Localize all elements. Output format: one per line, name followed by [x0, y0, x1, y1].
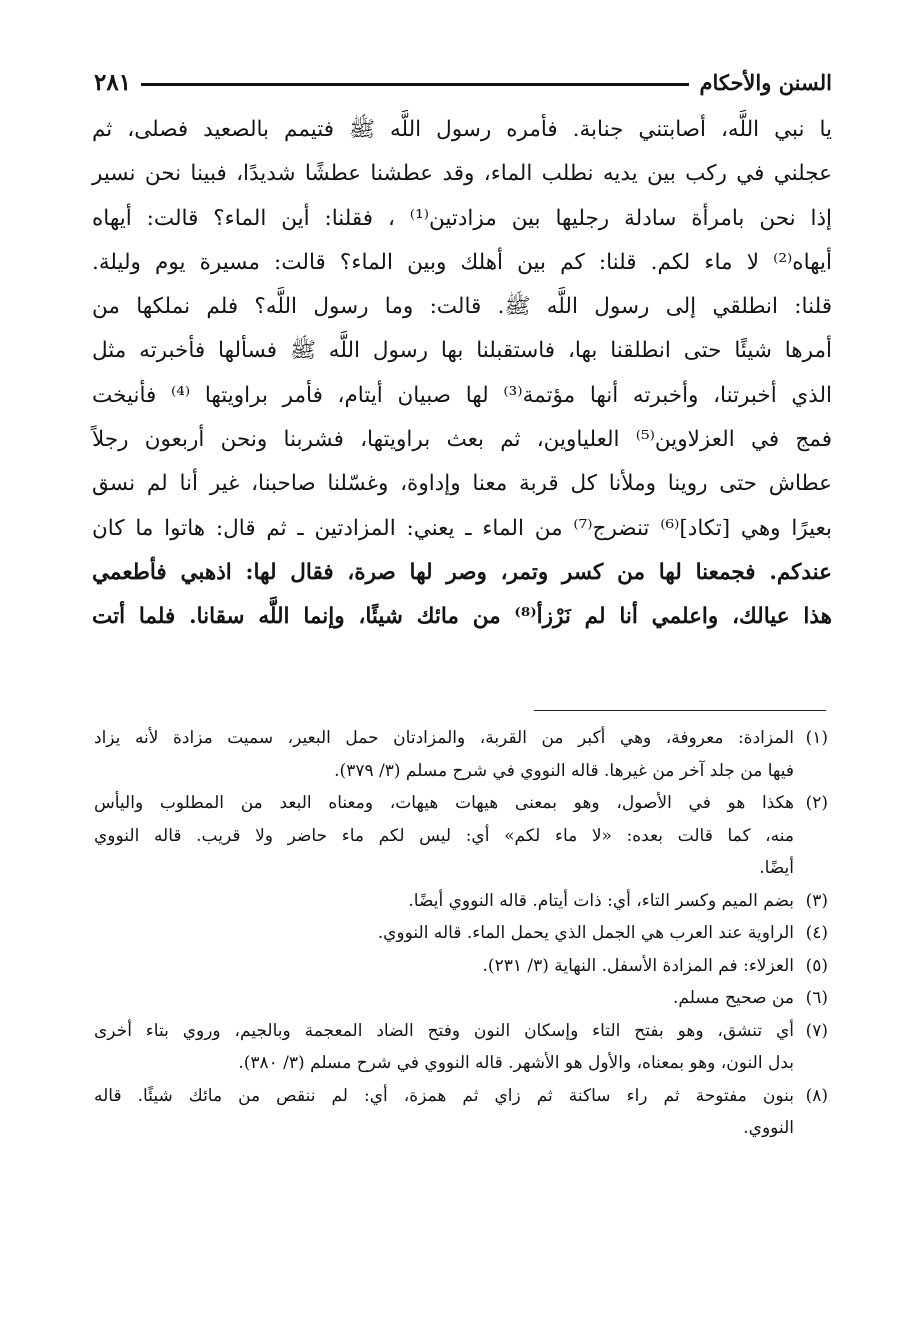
main-text: [92, 108, 832, 640]
footnote-line: أيضًا.: [759, 858, 794, 878]
text-line: أمرها شيئًا حتى انطلقنا بها، فاستقبلنا بها رسول اللَّه ﷺ فسألها فأخبرته مثل: [92, 338, 832, 364]
text-line: هذا عيالك، واعلمي أنا لم نَرْزأ⁽⁸⁾ من مائك شيئًا، وإنما اللَّه سقانا. فلما أتت: [92, 604, 832, 630]
footnote-number: (٤): [805, 923, 828, 943]
text-line: الذي أخبرتنا، وأخبرته أنها مؤتمة⁽³⁾ لها صبيان أيتام، فأمر براويتها ⁽⁴⁾ فأنيخت: [92, 382, 832, 408]
text-line: أيهاه⁽²⁾ لا ماء لكم. قلنا: كم بين أهلك وبين الماء؟ قالت: مسيرة يوم وليلة.: [92, 249, 832, 275]
footnote: [94, 1015, 828, 1080]
footnote-line: أي تنشق، وهو بفتح التاء وإسكان النون وفتح الضاد المعجمة وبالجيم، وروي بتاء أخرى: [94, 1020, 794, 1041]
footnote-line: الراوية عند العرب هي الجمل الذي يحمل الماء. قاله النووي.: [377, 923, 794, 943]
footnote: [94, 982, 828, 1015]
text-line: قلنا: انطلقي إلى رسول اللَّه ﷺ. قالت: وما رسول اللَّه؟ فلم نملكها من: [92, 294, 832, 320]
footnote-line: النووي.: [743, 1118, 794, 1138]
running-title: السنن والأحكام: [699, 69, 832, 95]
footnote: [94, 917, 828, 950]
header-rule: [141, 83, 689, 86]
footnote-line: المزادة: معروفة، وهي أكبر من القربة، والمزادتان حمل البعير، سميت مزادة لأنه يزاد: [94, 728, 794, 748]
page-number: ٢٨١: [94, 68, 132, 96]
page-header: [94, 62, 832, 102]
footnote: [94, 787, 828, 885]
footnote-line: منه، كما قالت بعده: «لا ماء لكم» أي: ليس لكم ماء حاضر ولا قريب. قاله النووي: [94, 825, 794, 846]
footnote-line: هكذا هو في الأصول، وهو بمعنى هيهات هيهات، ومعناه البعد من المطلوب واليأس: [94, 793, 794, 813]
text-line: عندكم. فجمعنا لها من كسر وتمر، وصر لها صرة، فقال لها: اذهبي فأطعمي: [92, 559, 832, 585]
text-line: يا نبي اللَّه، أصابتني جنابة. فأمره رسول اللَّه ﷺ فتيمم بالصعيد فصلى، ثم: [92, 117, 832, 142]
text-line: فمج في العزلاوين⁽⁵⁾ العلياوين، ثم بعث براويتها، فشربنا ونحن أربعون رجلاً: [92, 427, 832, 453]
footnote-line: من صحيح مسلم.: [673, 988, 794, 1008]
footnote: [94, 1080, 828, 1145]
text-line: عطاش حتى روينا وملأنا كل قربة معنا وإداوة، وغسّلنا صاحبنا، غير أنا لم نسق: [92, 471, 832, 497]
text-line: بعيرًا وهي [تكاد]⁽⁶⁾ تنضرج⁽⁷⁾ من الماء ـ يعني: المزادتين ـ ثم قال: هاتوا ما كان: [92, 515, 833, 541]
footnote-line: بدل النون، وهو بمعناه، والأول هو الأشهر. قاله النووي في شرح مسلم (٣/ ٣٨٠).: [238, 1053, 794, 1073]
footnote-line: العزلاء: فم المزادة الأسفل. النهاية (٣/ ٢٣١).: [482, 955, 794, 976]
footnote: [94, 885, 828, 918]
footnote: [94, 950, 828, 983]
footnote-number: (٨): [805, 1085, 828, 1106]
text-line: عجلني في ركب بين يديه نطلب الماء، وقد عطشنا عطشًا شديدًا، فبينا نحن نسير: [92, 161, 832, 187]
footnote-line: فيها من جلد آخر من غيرها. قاله النووي في شرح مسلم (٣/ ٣٧٩).: [334, 760, 794, 781]
footnote-separator: [534, 710, 826, 711]
text-line: إذا نحن بامرأة سادلة رجليها بين مزادتين⁽¹⁾ ، فقلنا: أين الماء؟ قالت: أيهاه: [92, 205, 833, 231]
footnote: [94, 722, 828, 787]
footnote-line: بنون مفتوحة ثم راء ساكنة ثم زاي ثم همزة، أي: لم ننقص من مائك شيئًا. قاله: [94, 1085, 794, 1106]
footnote-number: (٢): [805, 793, 828, 813]
footnote-number: (٥): [805, 955, 828, 976]
footnote-line: بضم الميم وكسر التاء، أي: ذات أيتام. قاله النووي أيضًا.: [408, 890, 794, 911]
footnote-number: (١): [805, 728, 828, 748]
footnote-number: (٣): [805, 890, 828, 911]
footnote-number: (٧): [805, 1020, 828, 1041]
footnotes: [94, 722, 828, 1145]
footnote-number: (٦): [805, 988, 828, 1008]
